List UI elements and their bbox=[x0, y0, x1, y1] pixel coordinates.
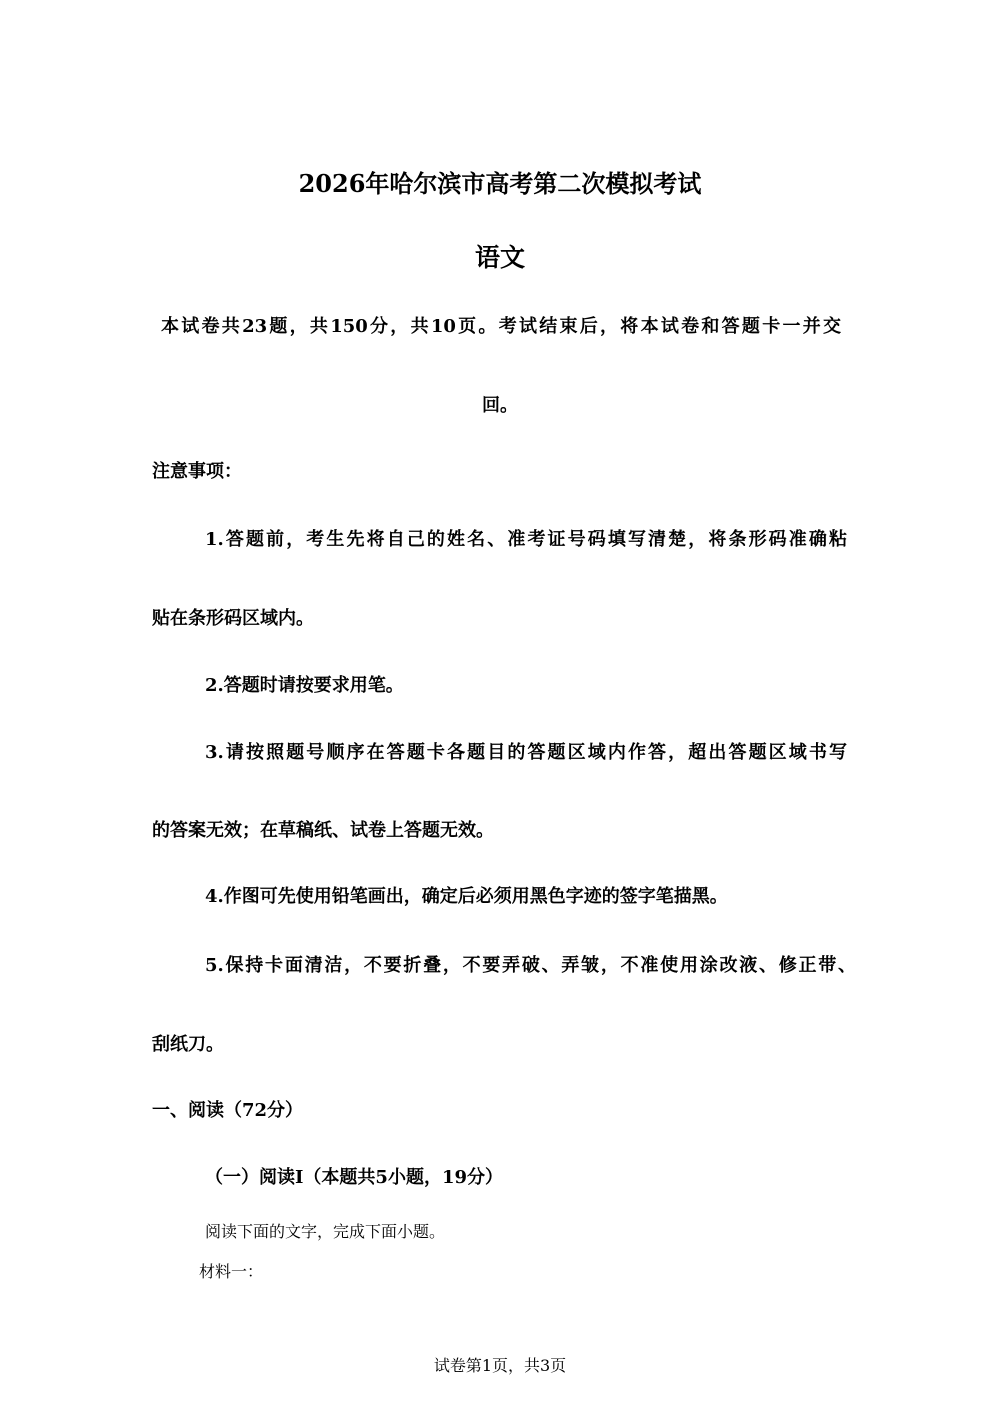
note-4: 4.作图可先使用铅笔画出，确定后必须用黑色字迹的签字笔描黑。 bbox=[205, 886, 728, 907]
intro-line-2: 回。 bbox=[482, 395, 518, 416]
note-2: 2.答题时请按要求用笔。 bbox=[205, 675, 404, 696]
section-heading: 一、阅读（72分） bbox=[152, 1100, 304, 1121]
material-label: 材料一： bbox=[199, 1262, 264, 1281]
note-1-line-1: 1.答题前，考生先将自己的姓名、准考证号码填写清楚，将条形码准确粘 bbox=[205, 529, 847, 550]
intro-line-1: 本试卷共23题，共150分，共10页。考试结束后，将本试卷和答题卡一并交 bbox=[161, 316, 841, 337]
reading-instruction: 阅读下面的文字，完成下面小题。 bbox=[205, 1222, 446, 1241]
note-3-line-1: 3.请按照题号顺序在答题卡各题目的答题区域内作答，超出答题区域书写 bbox=[205, 742, 847, 763]
note-5-line-2: 刮纸刀。 bbox=[152, 1034, 224, 1055]
note-1-line-2: 贴在条形码区域内。 bbox=[152, 608, 314, 629]
notes-title: 注意事项： bbox=[152, 461, 242, 482]
exam-title: 2026年哈尔滨市高考第二次模拟考试 bbox=[298, 169, 702, 198]
subsection-heading: （一）阅读Ⅰ（本题共5小题，19分） bbox=[205, 1167, 503, 1188]
note-5-line-1: 5.保持卡面清洁，不要折叠，不要弄破、弄皱，不准使用涂改液、修正带、 bbox=[205, 955, 856, 976]
page-footer: 试卷第1页，共3页 bbox=[433, 1356, 567, 1375]
note-3-line-2: 的答案无效；在草稿纸、试卷上答题无效。 bbox=[152, 820, 494, 841]
exam-subject: 语文 bbox=[474, 243, 525, 272]
